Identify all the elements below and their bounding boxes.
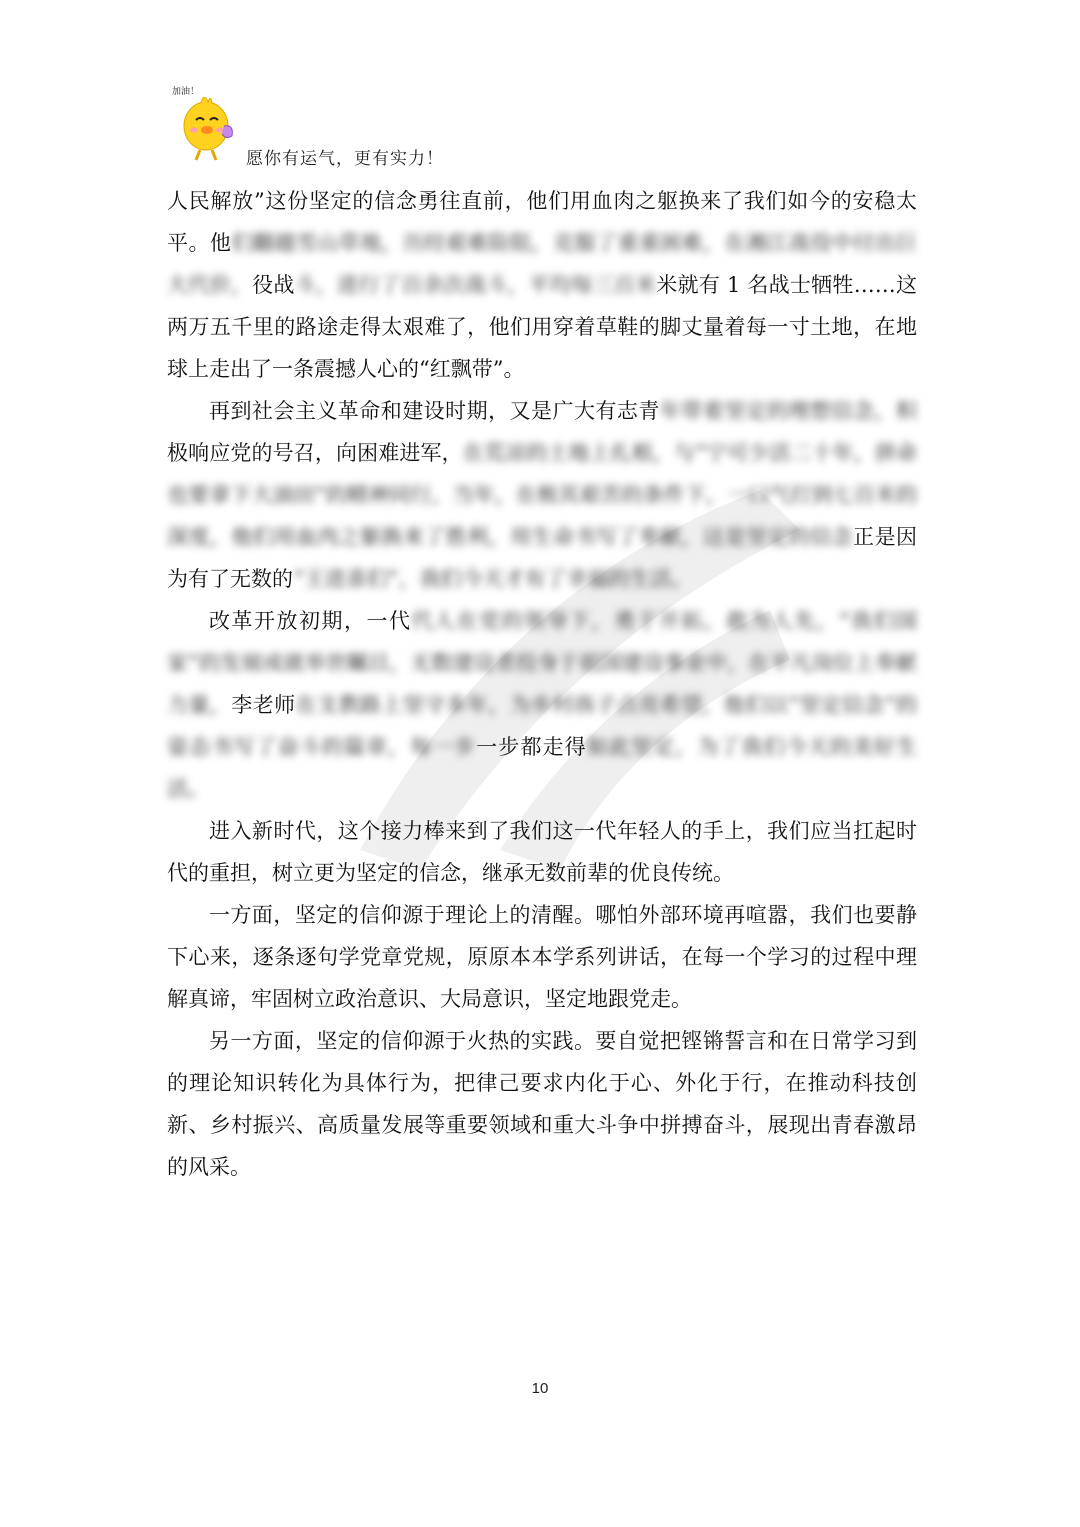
header-motto: 愿你有运气，更有实力！ <box>246 149 444 169</box>
page-number: 10 <box>531 1380 549 1397</box>
paragraph-text: 人民解放”这份坚定的信念勇往直前，他们用血肉之躯换来了我们如今的安稳太平。他 <box>167 189 917 255</box>
paragraph: 另一方面，坚定的信仰源于火热的实践。要自觉把铿锵誓言和在日常学习到的理论知识转化为具体行为，把律己要求内化于心、外化于行，在推动科技创新、乡村振兴、高质量发展等重要领域和重大斗争中拼搏奋斗，展现出青春激昂的风采。 <box>167 1029 917 1179</box>
paragraph-text: 极响应党的号召，向困难进军， <box>167 441 463 465</box>
paragraph-text: 正是因为有了无数的 <box>167 525 918 591</box>
blurred-text: 在荒凉的土地上扎根，与“宁可少活二十年，拼命也要拿下大油田”的精神同行，当年，在极其艰苦的条件下，一口气打到七百米的深度，他们用血肉之躯换来了胜利，用生命书写了奉献，这是坚定的信念 <box>167 441 918 549</box>
paragraph-text: 再到社会主义革命和建设时期，又是广大有志青 <box>209 399 660 423</box>
blurred-text: 在支教路上坚守多年，为乡村孩子点亮希望，他们以“坚定信念”的姿态书写了奋斗的篇章，每一步 <box>167 693 917 759</box>
article-body <box>167 180 917 1188</box>
paragraph <box>167 180 917 390</box>
blurred-text: 代人在党的领导下，勇于开拓，敢为人先，“我们国家”的发展成就举世瞩目，无数建设者投身于祖国建设事业中，在平凡岗位上奉献力量， <box>167 609 918 717</box>
paragraph <box>167 600 917 810</box>
chick-mascot-icon <box>168 82 240 162</box>
paragraph-text: 李老师 <box>231 693 296 717</box>
blurred-text: 年带着坚定的理想信念，积 <box>659 399 917 423</box>
page-header <box>168 82 568 172</box>
paragraph-text: 一步都走得 <box>476 735 587 759</box>
blurred-text: 如此坚定，为了我们今天的美好生活。 <box>167 735 918 801</box>
blurred-text: 斗，进行了百余次战斗，平均每三百米 <box>294 273 657 297</box>
paragraph: 一方面，坚定的信仰源于理论上的清醒。哪怕外部环境再喧嚣，我们也要静下心来，逐条逐句学党章党规，原原本本学系列讲话，在每一个学习的过程中理解真谛，牢固树立政治意识、大局意识，坚定地跟党走。 <box>167 903 917 1011</box>
blurred-text: “王进喜们”，我们今天才有了幸福的生活。 <box>293 567 693 591</box>
blurred-text: 们翻越雪山草地，历经艰难险阻，克服了重重困难，在湘江战役中付出巨大代价， <box>167 231 918 297</box>
paragraph-text: 役战 <box>252 273 295 297</box>
paragraph-text: 改革开放初期，一代 <box>209 609 412 633</box>
paragraph-text: 米就有 1 名战士牺牲……这两万五千里的路途走得太艰难了，他们用穿着草鞋的脚丈量着每一寸土地，在地球上走出了一条震撼人心的“红飘带”。 <box>167 273 917 381</box>
mascot-badge-text: 加油！ <box>172 87 200 97</box>
paragraph: 进入新时代，这个接力棒来到了我们这一代年轻人的手上，我们应当扛起时代的重担，树立更为坚定的信念，继承无数前辈的优良传统。 <box>167 819 917 885</box>
paragraph <box>167 390 917 600</box>
